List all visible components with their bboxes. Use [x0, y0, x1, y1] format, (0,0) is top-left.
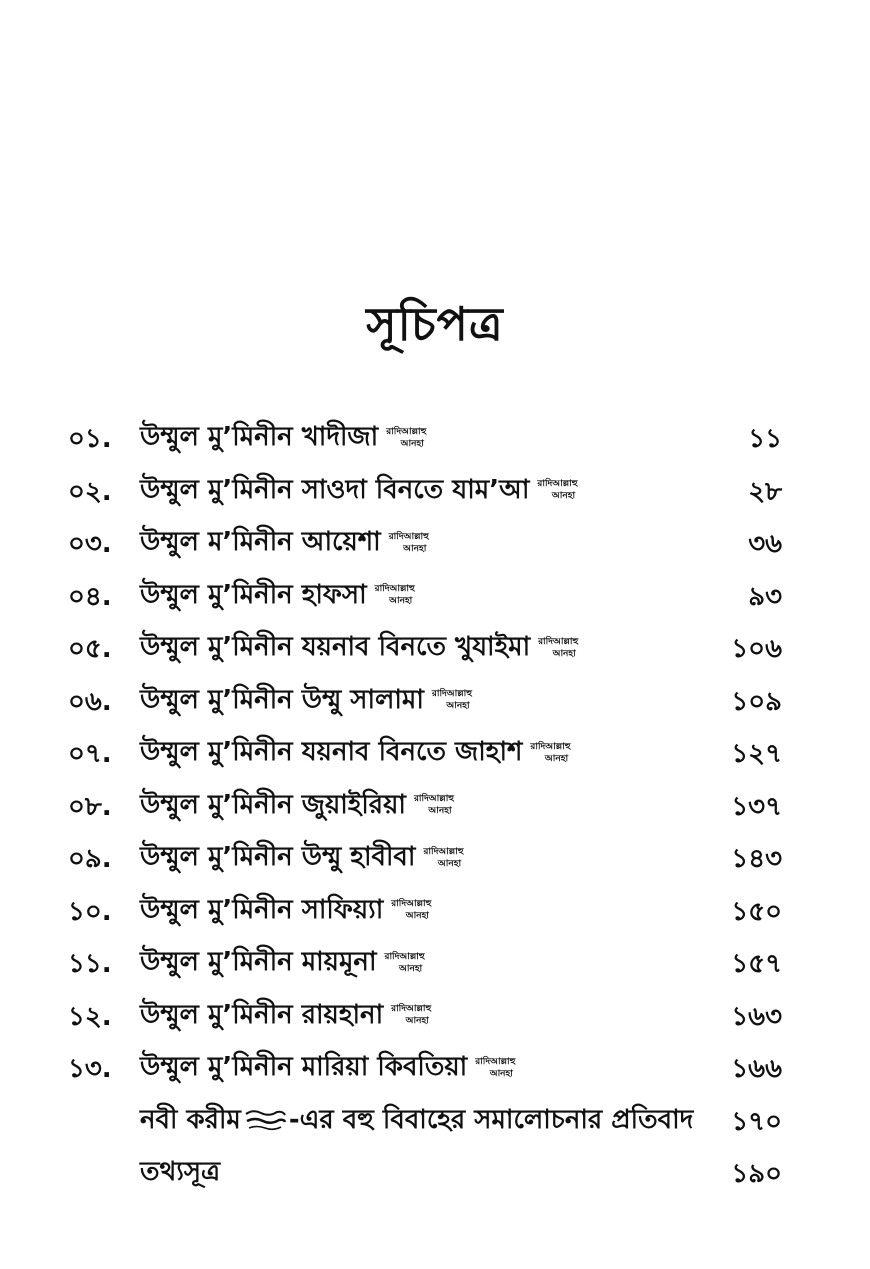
honorific-bottom-text: আনহা — [446, 701, 470, 711]
honorific-superscript — [530, 741, 570, 765]
toc-entry-text: উম্মুল মু’মিনীন মায়মূনা — [140, 947, 377, 977]
toc-entry-number: ০২. — [68, 476, 112, 507]
honorific-bottom-text: আনহা — [489, 1068, 513, 1079]
toc-page-number: ১৬৩ — [731, 1001, 782, 1032]
honorific-superscript — [391, 898, 431, 922]
honorific-bottom-text: আনহা — [552, 648, 576, 659]
honorific-superscript — [538, 636, 578, 660]
toc-page-number: ১৩৭ — [731, 791, 782, 822]
honorific-bottom-text: আনহা — [544, 753, 569, 764]
honorific-bottom-text: আনহা — [405, 911, 429, 921]
toc-page-number: ১৫০ — [731, 896, 782, 927]
toc-entry-title — [140, 1099, 693, 1143]
toc-row — [0, 1145, 870, 1198]
honorific-top-text: রাদিআল্লাহু — [386, 426, 427, 437]
honorific-bottom-text: আনহা — [437, 858, 462, 869]
toc-entry-text: উম্মুল মু’মিনীন সাফিয়্যা — [140, 894, 384, 925]
honorific-top-text: রাদিআল্লাহু — [475, 1056, 516, 1067]
toc-page-number: ১২৭ — [731, 739, 782, 769]
toc-row — [0, 778, 870, 831]
toc-entry-title — [140, 836, 464, 880]
toc-page-number: ১৪৩ — [731, 844, 782, 874]
toc-entry-text: উম্মুল মু’মিনীন উম্মু সালামা — [140, 684, 424, 715]
honorific-top-text: রাদিআল্লাহু — [431, 689, 473, 699]
toc-entry-number: ০৯. — [68, 844, 112, 874]
honorific-superscript — [386, 426, 426, 450]
honorific-top-text: রাদিআল্লাহু — [537, 479, 578, 489]
toc-page-number: ১৯০ — [731, 1159, 782, 1189]
page-title: সূচিপত্র — [366, 297, 504, 351]
toc-row — [0, 673, 870, 726]
toc-page-number: ৯৩ — [748, 581, 782, 612]
toc-entry-text: উম্মুল মু’মিনীন হাফসা — [140, 579, 367, 610]
honorific-bottom-text: আনহা — [428, 806, 452, 816]
toc-entry-title — [140, 889, 431, 933]
toc-entry-title — [140, 416, 426, 460]
toc-entry-text: উম্মুল ম’মিনীন আয়েশা — [140, 527, 381, 557]
honorific-superscript — [414, 793, 454, 817]
honorific-superscript — [432, 688, 472, 712]
honorific-top-text: রাদিআল্লাহু — [413, 794, 455, 804]
toc-row — [0, 463, 870, 516]
toc-entry-number: ১২. — [68, 1001, 112, 1032]
toc-entry-title — [140, 1046, 515, 1090]
honorific-superscript — [385, 951, 425, 975]
toc-entry-title — [140, 994, 431, 1038]
toc-row — [0, 1093, 870, 1146]
honorific-top-text: রাদিআল্লাহু — [374, 584, 415, 594]
toc-entry-text: উম্মুল মু’মিনীন সাওদা বিনতে যাম’আ — [140, 474, 530, 505]
toc-entry-number: ০৩. — [68, 529, 112, 559]
honorific-top-text: রাদিআল্লাহু — [391, 899, 432, 909]
toc-entry-text: উম্মুল মু’মিনীন যয়নাব বিনতে জাহাশ — [140, 737, 523, 767]
toc-entry-title — [140, 469, 578, 513]
honorific-superscript — [389, 531, 429, 555]
toc-page-number: ১০৬ — [731, 634, 782, 664]
toc-row — [0, 620, 870, 673]
toc-entry-number: ১৩. — [68, 1054, 112, 1084]
toc-row — [0, 568, 870, 621]
toc-entry-title — [140, 784, 454, 828]
toc-entry-text: উম্মুল মু’মিনীন যয়নাব বিনতে খুযাইমা — [140, 632, 531, 662]
honorific-bottom-text: আনহা — [400, 438, 424, 449]
honorific-bottom-text: আনহা — [405, 1016, 429, 1026]
toc-entry-title — [140, 679, 472, 723]
toc-entry-title — [140, 626, 578, 670]
toc-page-number: ২৮ — [748, 476, 782, 507]
honorific-top-text: রাদিআল্লাহু — [538, 636, 579, 647]
toc-entry-text: উম্মুল মু’মিনীন উম্মু হাবীবা — [140, 842, 416, 872]
toc-entry-title — [140, 574, 415, 618]
honorific-top-text: রাদিআল্লাহু — [391, 1004, 432, 1014]
honorific-bottom-text: আনহা — [398, 963, 423, 974]
honorific-top-text: রাদিআল্লাহু — [388, 531, 429, 542]
toc-entry-text: নবী করীম — [140, 1104, 241, 1135]
toc-entry-number: ১১. — [68, 949, 112, 979]
toc-entry-title — [140, 1151, 220, 1195]
honorific-top-text: রাদিআল্লাহু — [423, 846, 464, 857]
toc-row — [0, 830, 870, 883]
toc-entry-title — [140, 941, 425, 985]
honorific-superscript — [475, 1056, 515, 1080]
toc-row — [0, 410, 870, 463]
toc-entry-text: তথ্যসূত্র — [140, 1157, 221, 1187]
toc-row — [0, 988, 870, 1041]
toc-entry-number: ০৮. — [68, 791, 112, 822]
honorific-top-text: রাদিআল্লাহু — [384, 951, 425, 962]
toc-entry-number: ০১. — [68, 424, 112, 454]
honorific-bottom-text: আনহা — [551, 491, 576, 501]
toc-row — [0, 883, 870, 936]
toc-page-number: ১১ — [748, 424, 782, 454]
toc-entry-text: উম্মুল মু’মিনীন খাদীজা — [140, 422, 379, 452]
toc-row — [0, 1040, 870, 1093]
honorific-superscript — [423, 846, 463, 870]
toc-entry-number: ০৬. — [68, 686, 112, 717]
toc-entry-number: ০৭. — [68, 739, 112, 769]
honorific-superscript — [375, 583, 415, 607]
honorific-superscript — [391, 1003, 431, 1027]
honorific-top-text: রাদিআল্লাহু — [530, 741, 571, 752]
toc-page-number: ১৫৭ — [731, 949, 782, 979]
salutation-seal-icon — [243, 1107, 287, 1133]
toc-entry-number: ০৫. — [68, 634, 112, 664]
honorific-bottom-text: আনহা — [389, 596, 413, 606]
table-of-contents — [0, 410, 870, 1198]
toc-entry-title — [140, 731, 571, 775]
toc-entry-text: উম্মুল মু’মিনীন জুয়াইরিয়া — [140, 789, 406, 820]
toc-entry-title — [140, 521, 429, 565]
honorific-superscript — [537, 478, 577, 502]
toc-row — [0, 515, 870, 568]
honorific-bottom-text: আনহা — [403, 543, 427, 554]
toc-page-number: ৩৬ — [748, 529, 782, 559]
toc-entry-number: ০৪. — [68, 581, 112, 612]
toc-row — [0, 725, 870, 778]
toc-entry-text: উম্মুল মু’মিনীন মারিয়া কিবতিয়া — [140, 1052, 468, 1082]
toc-entry-number: ১০. — [68, 896, 112, 927]
toc-page-number: ১৭০ — [731, 1106, 782, 1137]
toc-page-number: ১০৯ — [731, 686, 782, 717]
toc-entry-text-continued: -এর বহু বিবাহের সমালোচনার প্রতিবাদ — [288, 1104, 694, 1135]
toc-page-number: ১৬৬ — [731, 1054, 782, 1084]
toc-row — [0, 935, 870, 988]
toc-entry-text: উম্মুল মু’মিনীন রায়হানা — [140, 999, 384, 1030]
